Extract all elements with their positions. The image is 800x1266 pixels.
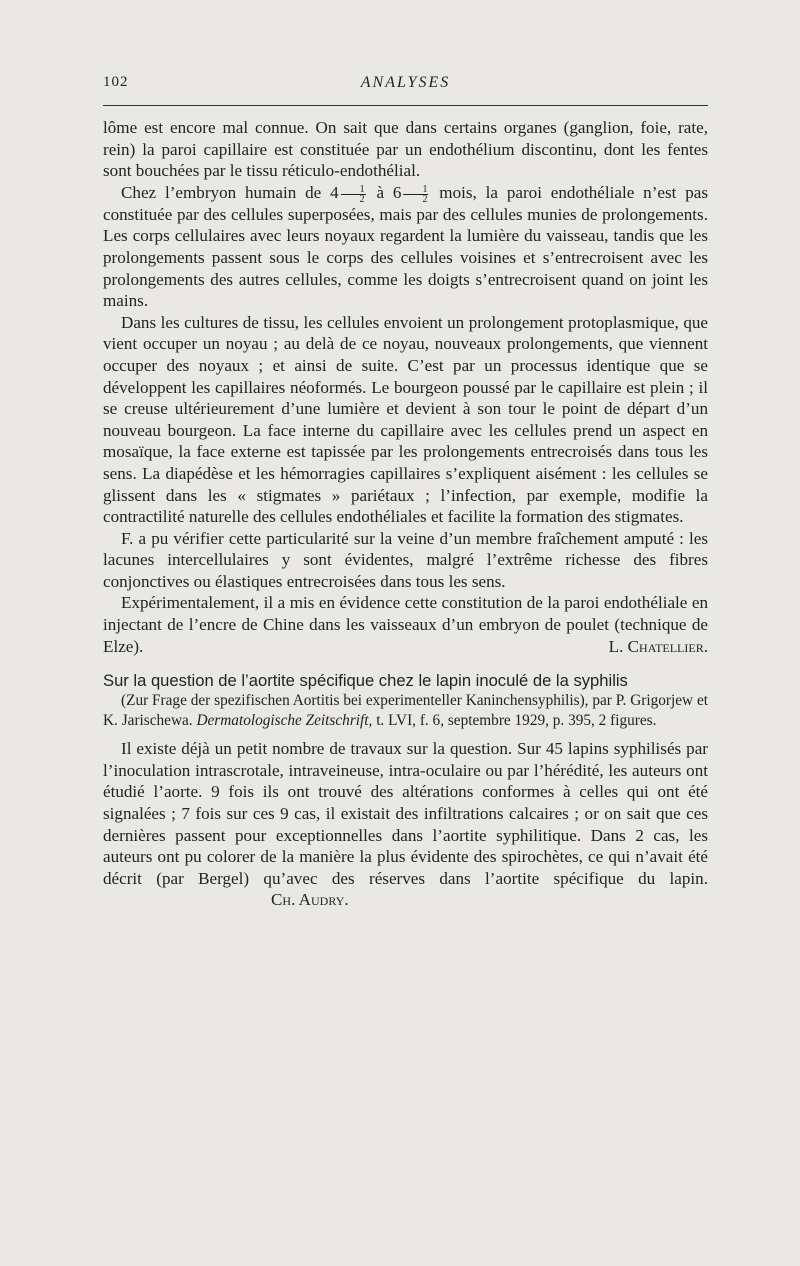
fraction-numerator: 1: [341, 185, 366, 195]
author-signature: Ch. Audry.: [271, 890, 349, 910]
fraction-denominator: 2: [422, 193, 428, 205]
text-run: Expérimentalement, il a mis en évidence cette constitution de la paroi endothéliale en injectant de l’encre de Chine dans les vaisseaux d’un embryon de poulet (technique de Elze).: [103, 593, 708, 656]
body-text: [103, 117, 708, 911]
paragraph: [103, 182, 708, 312]
paragraph: [103, 738, 708, 911]
fraction: [403, 185, 428, 204]
fraction: [341, 185, 366, 204]
text-run: t. LVI, f. 6, septembre 1929, p. 395, 2 figures.: [376, 711, 657, 729]
running-header: [103, 74, 708, 104]
author-signature: L. Chatellier.: [608, 636, 708, 656]
text-run: mois, la paroi endothéliale n’est pas constituée par des cellules superposées, mais par des cellules munies de prolongements. Les corps cellulaires avec leurs noyaux regardent la lumière du vaisseau, tandis que les prolongements passent sous le corps des cellules voisines et s’entrecroisent avec les prolongements des autres cellules, comme les doigts s’entrecroisent quand on joint les mains.: [103, 182, 708, 311]
text-run: Il existe déjà un petit nombre de travaux sur la question. Sur 45 lapins syphilisés par l’inoculation intrascrotale, intraveineuse, intra-oculaire ou par l’hérédité, les auteurs ont étudié l’aorte. 9 fois ils ont trouvé des altérations conformes à celles qui ont été signalées ; 7 fois sur ces 9 cas, il existait des infiltrations calcaires ; or on sait que ces dernières passent pour exceptionnelles dans l’aortite syphilitique. Dans 2 cas, les auteurs ont pu colorer de la manière la plus évidente des spirochètes, ce qui n’avait été décrit (par Bergel) qu’avec des réserves dans l’aortite spécifique du lapin.: [103, 739, 708, 888]
page-number: 102: [103, 74, 129, 90]
fraction-numerator: 1: [403, 185, 428, 195]
running-title: ANALYSES: [360, 74, 451, 91]
text-run: à 6: [376, 182, 402, 202]
paragraph: F. a pu vérifier cette particularité sur la veine d’un membre fraîchement amputé : les lacunes intercellulaires y sont évidentes, malgré l’extrême richesse des fibres conjonctives ou élastiques entrecroisées dans tous les sens.: [103, 528, 708, 591]
header-rule: [103, 105, 708, 106]
text-run: Chez l’embryon humain de 4: [121, 182, 339, 202]
journal-name: Dermatologische Zeitschrift,: [196, 711, 373, 729]
fraction-denominator: 2: [359, 193, 365, 205]
article-title: Sur la question de l’aortite spécifique chez le lapin inoculé de la syphilis: [103, 671, 628, 691]
paragraph: [103, 592, 708, 657]
text-run: (Zur Frage der spezifischen Aortitis bei experimenteller Kaninchensyphilis), par P. Grigorjew et K. Jarischewa.: [103, 692, 708, 729]
paragraph: lôme est encore mal connue. On sait que dans certains organes (ganglion, foie, rate, rein) la paroi capillaire est constituée par un endothélium discontinu, dont les fentes sont bouchées par le tissu réticulo-endothélial.: [103, 118, 708, 181]
article-citation: [103, 691, 708, 730]
paragraph: Dans les cultures de tissu, les cellules envoient un prolongement protoplasmique, que vient occuper un noyau ; au delà de ce noyau, nouveaux prolongements, que viennent occuper des noyaux ; et ainsi de suite. C’est par un processus identique que se développent les capillaires néoformés. Le bourgeon poussé par le capillaire est plein ; il se creuse ultérieurement d’une lumière et devient à son tour le point de départ d’un nouveau bourgeon. La face interne du capillaire avec les cellules prend un aspect en mosaïque, la face externe est tapissée par les prolongements entrecroisés dans tous les sens. La diapédèse et les hémorragies capillaires s’expliquent aisément : les cellules se glissent dans les « stigmates » pariétaux ; l’infection, par exemple, modifie la contractilité naturelle des cellules endothéliales et facilite la formation des stigmates.: [103, 312, 708, 527]
